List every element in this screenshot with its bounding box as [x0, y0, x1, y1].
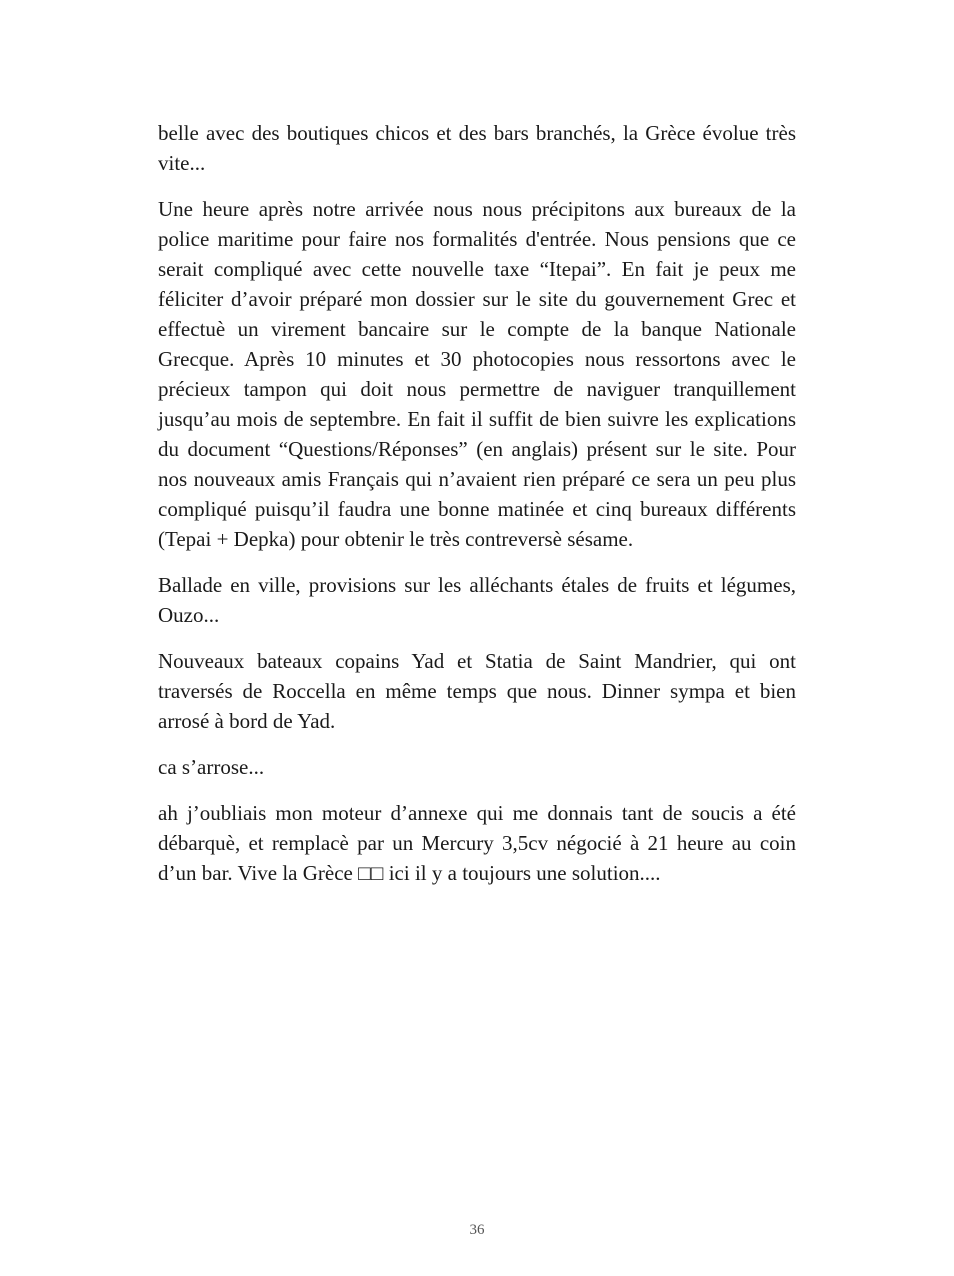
page-body [158, 118, 796, 904]
page-number: 36 [469, 1222, 485, 1238]
paragraph: Nouveaux bateaux copains Yad et Statia de Saint Mandrier, qui ont traversés de Roccella en même temps que nous. Dinner sympa et bien arrosé à bord de Yad. [158, 649, 796, 733]
paragraph: ah j’oubliais mon moteur d’annexe qui me donnais tant de soucis a été débarquè, et remplacè par un Mercury 3,5cv négocié à 21 heure au coin d’un bar. Vive la Grèce □□ ici il y a toujours une solution.... [158, 801, 796, 885]
paragraph: belle avec des boutiques chicos et des bars branchés, la Grèce évolue très vite... [158, 121, 796, 175]
paragraph: Une heure après notre arrivée nous nous précipitons aux bureaux de la police maritime pour faire nos formalités d'entrée. Nous pensions que ce serait compliqué avec cette nouvelle taxe “Itepai”. En fait je peux me féliciter d’avoir préparé mon dossier sur le site du gouvernement Grec et effectuè un virement bancaire sur le compte de la banque Nationale Grecque. Après 10 minutes et 30 photocopies nous ressortons avec le précieux tampon qui doit nous permettre de naviguer tranquillement jusqu’au mois de septembre. En fait il suffit de bien suivre les explications du document “Questions/Réponses” (en anglais) présent sur le site. Pour nos nouveaux amis Français qui n’avaient rien préparé ce sera un peu plus compliqué puisqu’il faudra une bonne matinée et cinq bureaux différents (Tepai + Depka) pour obtenir le très contreversè sésame. [158, 197, 796, 551]
paragraph: Ballade en ville, provisions sur les alléchants étales de fruits et légumes, Ouzo... [158, 573, 796, 627]
paragraph: ca s’arrose... [158, 755, 265, 779]
